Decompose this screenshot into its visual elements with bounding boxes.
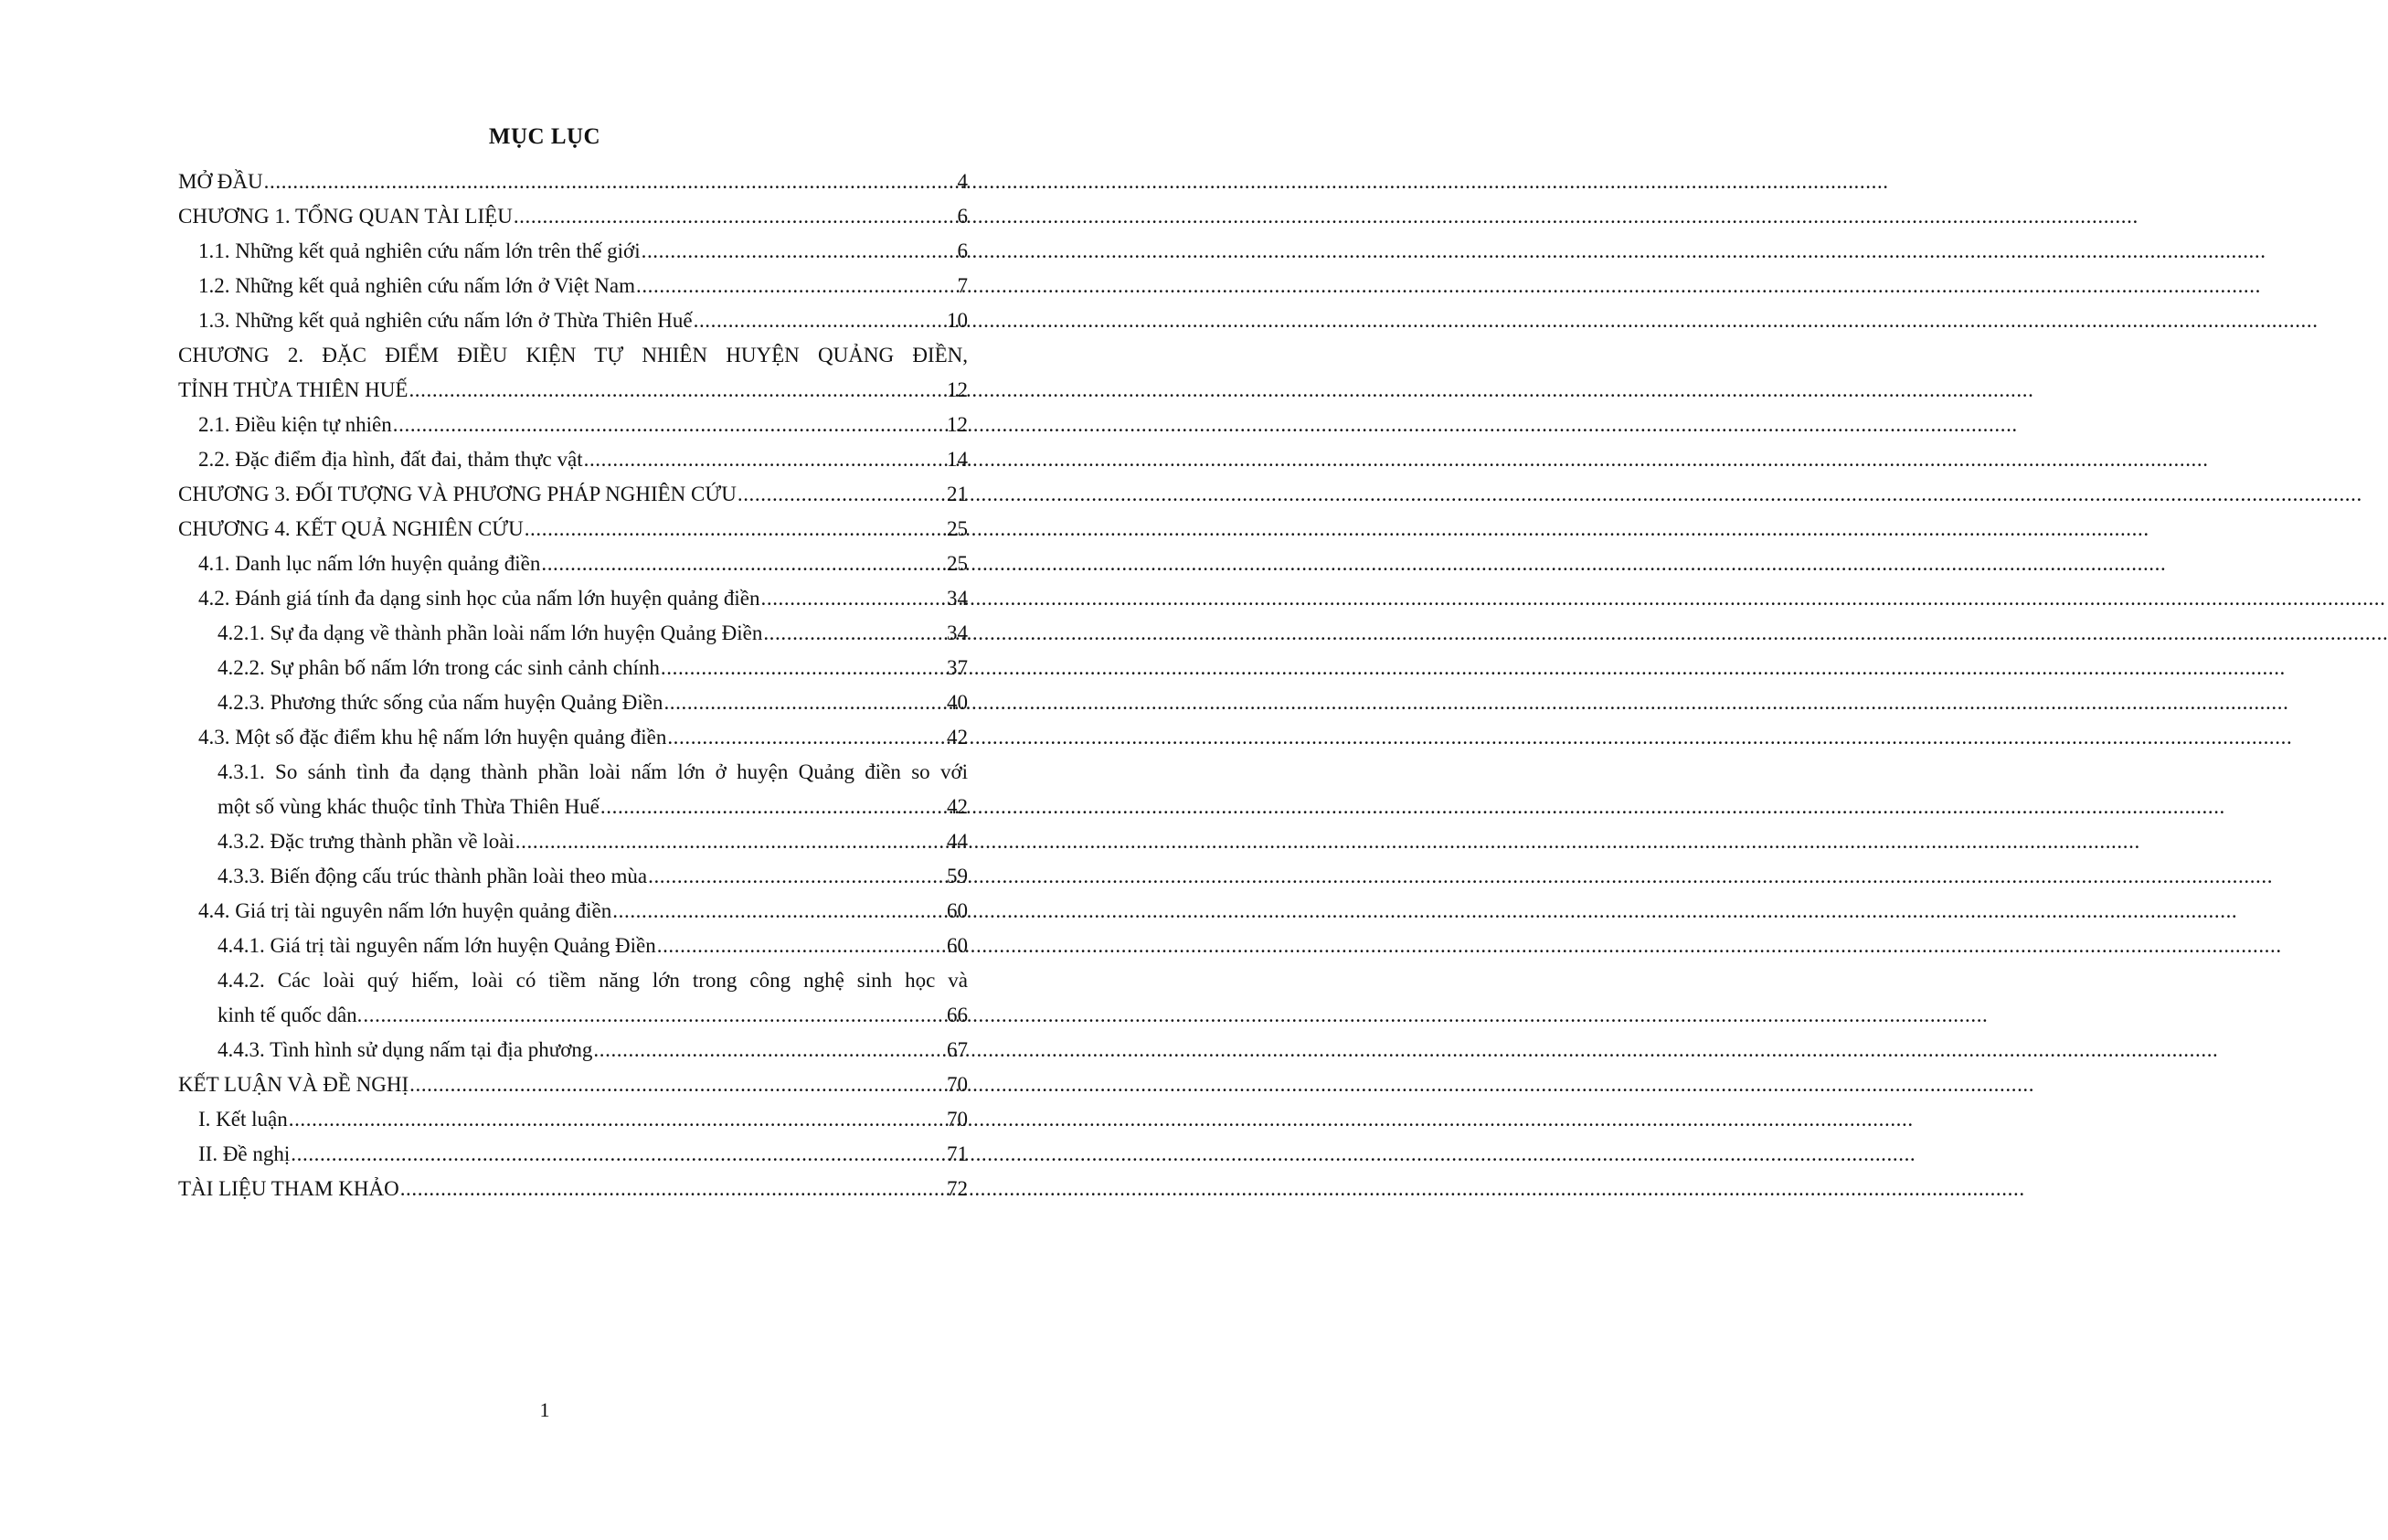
toc-entry-line2 bbox=[178, 373, 968, 408]
toc-entry-page: 10 bbox=[947, 309, 968, 332]
toc-entry-text: 4.4.1. Giá trị tài nguyên nấm lớn huyện Quảng Điền bbox=[218, 934, 656, 957]
toc-entry-page: 34 bbox=[947, 587, 968, 610]
dot-leader bbox=[400, 1172, 946, 1206]
dot-leader bbox=[667, 720, 946, 755]
toc-entry-line2 bbox=[178, 790, 968, 824]
toc-entry-page: 37 bbox=[947, 656, 968, 679]
toc-entry-text: 2.2. Đặc điểm địa hình, đất đai, thảm thực vật bbox=[198, 448, 583, 471]
toc-entry[interactable] bbox=[178, 1033, 968, 1067]
toc-entry-page: 14 bbox=[947, 448, 968, 471]
toc-entry-text: 4.2.3. Phương thức sống của nấm huyện Quảng Điền bbox=[218, 691, 663, 714]
document-page bbox=[0, 0, 1089, 1540]
toc-entry[interactable] bbox=[178, 442, 968, 477]
toc-entry-text: 1.2. Những kết quả nghiên cứu nấm lớn ở Việt Nam bbox=[198, 274, 635, 297]
toc-entry-text: một số vùng khác thuộc tỉnh Thừa Thiên Huế bbox=[218, 795, 600, 818]
dot-leader bbox=[761, 581, 947, 616]
dot-leader bbox=[738, 477, 946, 512]
toc-entry-page: 6 bbox=[957, 205, 968, 228]
dot-leader bbox=[600, 790, 946, 824]
toc-entry-text: CHƯƠNG 4. KẾT QUẢ NGHIÊN CỨU bbox=[178, 517, 524, 540]
toc-entry-text: 4.3.3. Biến động cấu trúc thành phần loài theo mùa bbox=[218, 865, 648, 887]
toc-entry[interactable] bbox=[178, 616, 968, 651]
dot-leader bbox=[264, 165, 957, 199]
toc-entry[interactable] bbox=[178, 512, 968, 547]
toc-entry-text: 4.4. Giá trị tài nguyên nấm lớn huyện quảng điền bbox=[198, 899, 612, 922]
page-number: 1 bbox=[539, 1398, 550, 1421]
dot-leader bbox=[642, 234, 957, 269]
toc-entry-page: 67 bbox=[947, 1038, 968, 1061]
toc-entry-page: 4 bbox=[957, 170, 968, 193]
toc-entry[interactable] bbox=[178, 685, 968, 720]
toc-entry[interactable] bbox=[178, 963, 968, 1033]
toc-entry-page: 7 bbox=[957, 274, 968, 297]
toc-entry[interactable] bbox=[178, 477, 968, 512]
toc-entry-text: CHƯƠNG 3. ĐỐI TƯỢNG VÀ PHƯƠNG PHÁP NGHIÊN CỨU bbox=[178, 483, 737, 505]
toc-entry-page: 12 bbox=[947, 378, 968, 401]
toc-entry[interactable] bbox=[178, 651, 968, 685]
toc-entry-text: kinh tế quốc dân. bbox=[218, 1004, 363, 1026]
dot-leader bbox=[593, 1033, 946, 1067]
table-of-contents bbox=[178, 165, 968, 1206]
toc-entry-text: MỞ ĐẦU bbox=[178, 170, 263, 193]
toc-entry[interactable] bbox=[178, 894, 968, 929]
toc-entry[interactable] bbox=[178, 234, 968, 269]
toc-entry[interactable] bbox=[178, 338, 968, 408]
dot-leader bbox=[289, 1102, 946, 1137]
toc-entry-page: 25 bbox=[947, 552, 968, 575]
toc-entry[interactable] bbox=[178, 859, 968, 894]
toc-entry-text-line1: CHƯƠNG 2. ĐẶC ĐIỂM ĐIỀU KIỆN TỰ NHIÊN HUYỆN QUẢNG ĐIỀN, bbox=[178, 344, 968, 366]
dot-leader bbox=[694, 303, 946, 338]
toc-entry-page: 12 bbox=[947, 413, 968, 436]
toc-entry-page: 66 bbox=[947, 1004, 968, 1026]
toc-entry-text-line1: 4.4.2. Các loài quý hiếm, loài có tiềm năng lớn trong công nghệ sinh học và bbox=[218, 969, 968, 992]
toc-entry[interactable] bbox=[178, 165, 968, 199]
toc-entry[interactable] bbox=[178, 199, 968, 234]
toc-entry-page: 70 bbox=[947, 1073, 968, 1096]
toc-entry-page: 40 bbox=[947, 691, 968, 714]
toc-entry-text: KẾT LUẬN VÀ ĐỀ NGHỊ bbox=[178, 1073, 409, 1096]
dot-leader bbox=[393, 408, 946, 442]
toc-entry[interactable] bbox=[178, 1172, 968, 1206]
toc-entry-text: 4.3. Một số đặc điểm khu hệ nấm lớn huyện quảng điền bbox=[198, 726, 667, 749]
dot-leader bbox=[409, 373, 946, 408]
toc-entry-line2 bbox=[178, 998, 968, 1033]
toc-entry[interactable] bbox=[178, 1102, 968, 1137]
toc-entry-page: 42 bbox=[947, 726, 968, 749]
dot-leader bbox=[584, 442, 946, 477]
toc-entry-page: 71 bbox=[947, 1142, 968, 1165]
toc-entry[interactable] bbox=[178, 720, 968, 755]
toc-entry-text: 2.1. Điều kiện tự nhiên bbox=[198, 413, 392, 436]
toc-entry[interactable] bbox=[178, 1137, 968, 1172]
toc-entry-page: 60 bbox=[947, 899, 968, 922]
toc-entry-text: 1.3. Những kết quả nghiên cứu nấm lớn ở Thừa Thiên Huế bbox=[198, 309, 693, 332]
dot-leader bbox=[363, 998, 946, 1033]
dot-leader bbox=[409, 1067, 946, 1102]
toc-entry-page: 21 bbox=[947, 483, 968, 505]
toc-entry-page: 6 bbox=[957, 239, 968, 262]
toc-entry-text: CHƯƠNG 1. TỔNG QUAN TÀI LIỆU bbox=[178, 205, 513, 228]
toc-entry-text: TÀI LIỆU THAM KHẢO bbox=[178, 1177, 399, 1200]
toc-entry-page: 25 bbox=[947, 517, 968, 540]
toc-entry[interactable] bbox=[178, 929, 968, 963]
toc-entry-text-line1: 4.3.1. So sánh tình đa dạng thành phần loài nấm lớn ở huyện Quảng điền so với bbox=[218, 760, 968, 783]
dot-leader bbox=[763, 616, 946, 651]
toc-entry-text: TỈNH THỪA THIÊN HUẾ bbox=[178, 378, 409, 401]
toc-title: MỤC LỤC bbox=[488, 124, 601, 149]
toc-entry-page: 60 bbox=[947, 934, 968, 957]
toc-entry-text: 4.2. Đánh giá tính đa dạng sinh học của nấm lớn huyện quảng điền bbox=[198, 587, 760, 610]
toc-entry-page: 42 bbox=[947, 795, 968, 818]
toc-entry-text: I. Kết luận bbox=[198, 1108, 288, 1131]
toc-entry[interactable] bbox=[178, 547, 968, 581]
dot-leader bbox=[657, 929, 946, 963]
dot-leader bbox=[541, 547, 946, 581]
dot-leader bbox=[525, 512, 946, 547]
toc-entry-page: 34 bbox=[947, 621, 968, 644]
toc-entry-text: II. Đề nghị bbox=[198, 1142, 291, 1165]
dot-leader bbox=[612, 894, 946, 929]
toc-entry[interactable] bbox=[178, 1067, 968, 1102]
toc-entry-text: 4.4.3. Tình hình sử dụng nấm tại địa phương bbox=[218, 1038, 593, 1061]
toc-entry-text: 1.1. Những kết quả nghiên cứu nấm lớn trên thế giới bbox=[198, 239, 641, 262]
toc-entry[interactable] bbox=[178, 755, 968, 824]
dot-leader bbox=[663, 685, 946, 720]
toc-entry-page: 72 bbox=[947, 1177, 968, 1200]
dot-leader bbox=[515, 824, 946, 859]
toc-entry-text: 4.2.1. Sự đa dạng về thành phần loài nấm lớn huyện Quảng Điền bbox=[218, 621, 763, 644]
toc-entry-page: 44 bbox=[947, 830, 968, 853]
toc-entry[interactable] bbox=[178, 303, 968, 338]
dot-leader bbox=[291, 1137, 946, 1172]
toc-entry-page: 59 bbox=[947, 865, 968, 887]
toc-entry-text: 4.3.2. Đặc trưng thành phần về loài bbox=[218, 830, 515, 853]
toc-entry[interactable] bbox=[178, 408, 968, 442]
toc-entry-text: 4.2.2. Sự phân bố nấm lớn trong các sinh cảnh chính bbox=[218, 656, 660, 679]
toc-entry-text: 4.1. Danh lục nấm lớn huyện quảng điền bbox=[198, 552, 541, 575]
dot-leader bbox=[661, 651, 946, 685]
toc-entry[interactable] bbox=[178, 269, 968, 303]
dot-leader bbox=[636, 269, 957, 303]
toc-entry-page: 70 bbox=[947, 1108, 968, 1131]
dot-leader bbox=[514, 199, 957, 234]
dot-leader bbox=[648, 859, 946, 894]
toc-entry[interactable] bbox=[178, 824, 968, 859]
toc-entry[interactable] bbox=[178, 581, 968, 616]
